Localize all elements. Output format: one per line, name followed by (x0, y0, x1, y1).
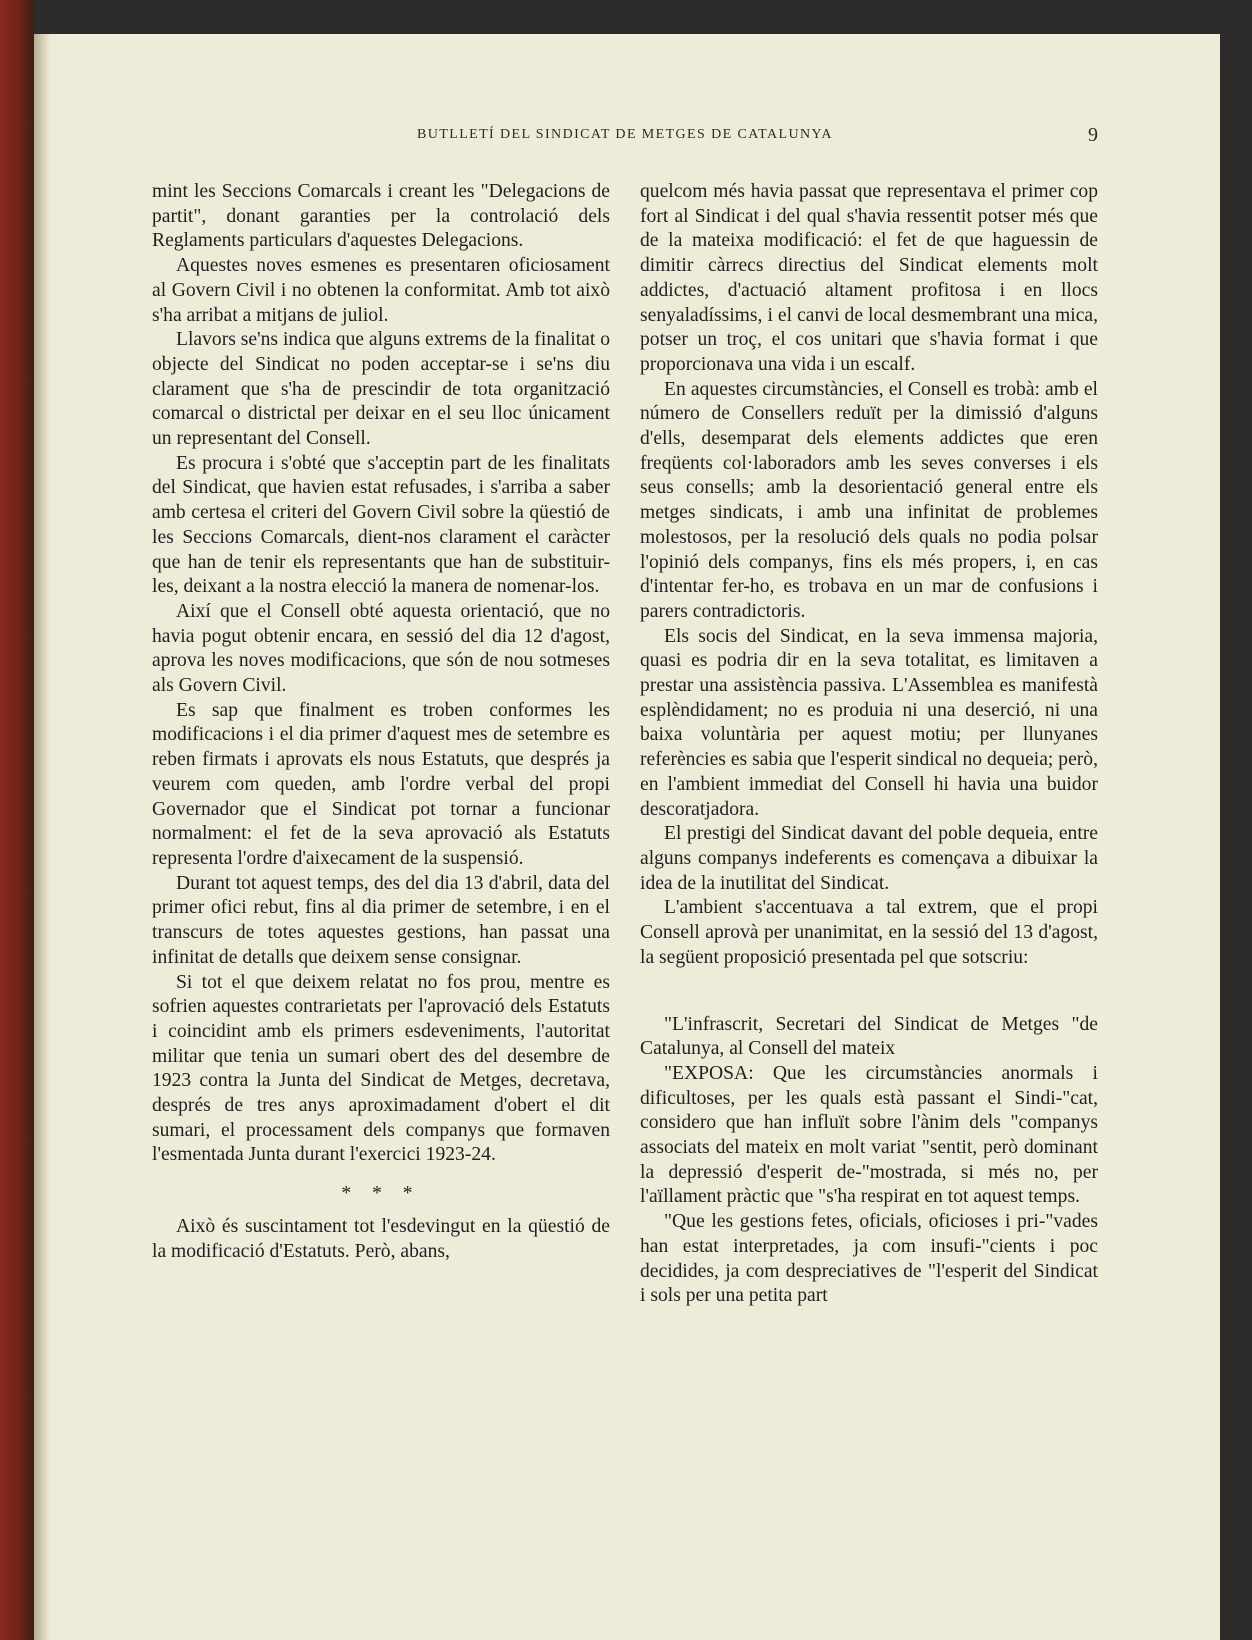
paragraph: En aquestes circumstàncies, el Consell es trobà: amb el número de Consellers reduït per la dimissió d'alguns d'ells, desemparat dels elements addictes que eren freqüents col·laboradors amb les seves converses i els seus consells; amb la desorientació general entre els metges sindicats, i amb una infinitat de problemes molestosos, per la resolució dels quals no podia polsar l'opinió dels companys, fins els més propers, i, en cas d'intentar fer-ho, es trobava en un mar de confusions i parers contradictoris. (640, 378, 1098, 622)
quoted-paragraph: "Que les gestions fetes, oficials, oficioses i pri-"vades han estat interpretades, ja com insufi-"cients i poc decidides, ja com despreciatives de "l'esperit del Sindicat i sols per una petita part (640, 1211, 1098, 1307)
page-header (152, 124, 1098, 147)
paragraph: quelcom més havia passat que representava el primer cop fort al Sindicat i del qual s'havia ressentit potser més que de la mateixa modificació: el fet de que haguessin de dimitir càrrecs directius del Sindicat elements molt addictes, d'actuació altament profitosa i en llocs senyaladíssims, i el canvi de local desmembrant una mica, potser un troç, el cos unitari que s'havia format i que proporcionava una vida i un escalf. (640, 181, 1098, 375)
running-title: BUTLLETÍ DEL SINDICAT DE METGES DE CATALUNYA (417, 127, 833, 142)
quoted-paragraph: "L'infrascrit, Secretari del Sindicat de Metges "de Catalunya, al Consell del mateix (640, 1013, 1098, 1060)
left-column (152, 180, 610, 1264)
paragraph: Això és suscintament tot l'esdevingut en la qüestió de la modificació d'Estatuts. Però, abans, (152, 1215, 610, 1262)
section-separator: * * * (341, 1183, 421, 1205)
paragraph: Llavors se'ns indica que alguns extrems de la finalitat o objecte del Sindicat no poden acceptar-se i se'ns diu clarament que s'ha de prescindir de tota organització comarcal o districtal per deixar en el seu lloc únicament un representant del Consell. (152, 329, 610, 450)
paragraph: Els socis del Sindicat, en la seva immensa majoria, quasi es podria dir en la seva totalitat, es limitaven a prestar una assistència passiva. L'Assemblea es manifestà esplèndidament; no es produia ni una deserció, ni una baixa voluntària per aquest motiu; per llunyanes referències es sabia que l'esperit sindical no dequeia; però, en l'ambient immediat del Consell hi havia una buidor descoratjadora. (640, 625, 1098, 820)
paragraph: mint les Seccions Comarcals i creant les "Delegacions de partit", donant garanties per la controlació dels Reglaments particulars d'aquestes Delegacions. (152, 181, 610, 252)
paragraph: Es sap que finalment es troben conformes les modificacions i el dia primer d'aquest mes de setembre es reben firmats i aprovats els nous Estatuts, que després ja veurem com queden, amb l'ordre verbal del propi Governador que el Sindicat pot tornar a funcionar normalment: el fet de la seva aprovació als Estatuts representa l'ordre d'aixecament de la suspensió. (152, 699, 610, 869)
paragraph: El prestigi del Sindicat davant del poble dequeia, entre alguns companys indeferents es començava a dibuixar la idea de la inutilitat del Sindicat. (640, 823, 1098, 894)
quoted-paragraph: "EXPOSA: Que les circumstàncies anormals i dificultoses, per les quals està passant el Sindi-"cat, considero que han influït sobre l'ànim dels "companys associats del mateix en molt variat "sentit, però dominant la depressió d'esperit de-"mostrada, si més no, per l'aïllament pràctic que "s'ha respirat en tot aquest temps. (640, 1062, 1098, 1208)
paragraph: Si tot el que deixem relatat no fos prou, mentre es sofrien aquestes contrarietats per l'aprovació dels Estatuts i coincidint amb els primers esdeveniments, l'autoritat militar que tenia un sumari obert des del desembre de 1923 contra la Junta del Sindicat de Metges, decretava, després de tres anys aproximadament d'obert el dit sumari, el processament dels companys que formaven l'esmentada Junta durant l'exercici 1923-24. (152, 971, 610, 1166)
page-number: 9 (1088, 124, 1098, 146)
page-gutter (34, 34, 50, 1640)
right-column (640, 180, 1098, 1309)
scan-right-edge (1220, 34, 1252, 1640)
paragraph: Durant tot aquest temps, des del dia 13 d'abril, data del primer ofici rebut, fins al dia primer de setembre, i en el transcurs de totes aquestes gestions, han passat una infinitat de detalls que deixem sense consignar. (152, 872, 610, 968)
book-binding (0, 0, 34, 1640)
paragraph: Es procura i s'obté que s'acceptin part de les finalitats del Sindicat, que havien estat refusades, i s'arriba a saber amb certesa el criteri del Govern Civil sobre la qüestió de les Seccions Comarcals, dient-nos clarament el caràcter que han de tenir els representants que han de substituir-les, deixant a la nostra elecció la manera de nomenar-los. (152, 452, 610, 598)
scan-top-edge (34, 0, 1252, 34)
paragraph: Aquestes noves esmenes es presentaren oficiosament al Govern Civil i no obtenen la conformitat. Amb tot això s'ha arribat a mitjans de juliol. (152, 255, 610, 326)
paragraph: L'ambient s'accentuava a tal extrem, que el propi Consell aprovà per unanimitat, en la sessió del 13 d'agost, la següent proposició presentada pel que sotscriu: (640, 897, 1098, 968)
paragraph: Així que el Consell obté aquesta orientació, que no havia pogut obtenir encara, en sessió del dia 12 d'agost, aprova les noves modificacions, que són de nou sotmeses als Govern Civil. (152, 600, 610, 697)
